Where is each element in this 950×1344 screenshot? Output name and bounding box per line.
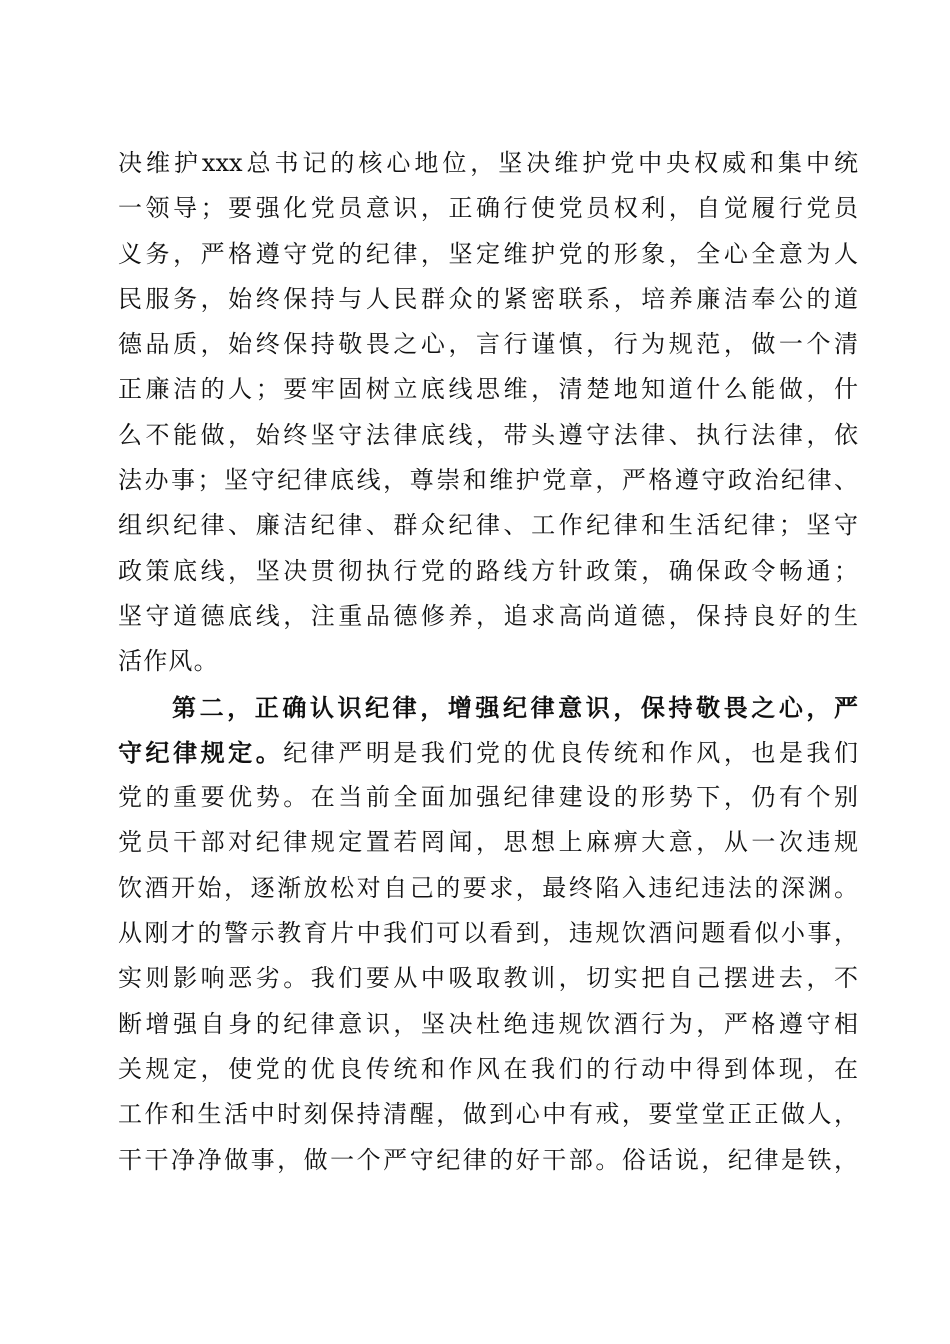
text-line: 德品质，始终保持敬畏之心，言行谨慎，行为规范，做一个清 [118,330,858,359]
text-line: 工作和生活中时刻保持清醒，做到心中有戒，要堂堂正正做人， [118,1100,858,1129]
section-heading-line: 第二，正确认识纪律，增强纪律意识，保持敬畏之心，严 [172,692,858,722]
text-line: 关规定，使党的优良传统和作风在我们的行动中得到体现，在 [118,1054,858,1083]
text-line: 党员干部对纪律规定置若罔闻，思想上麻痹大意，从一次违规 [118,828,858,857]
text-line: 义务，严格遵守党的纪律，坚定维护党的形象，全心全意为人 [118,239,858,268]
text-line: 从刚才的警示教育片中我们可以看到，违规饮酒问题看似小事， [118,919,858,948]
text-line: 法办事；坚守纪律底线，尊崇和维护党章，严格遵守政治纪律、 [118,466,858,495]
text-line: 实则影响恶劣。我们要从中吸取教训，切实把自己摆进去，不 [118,964,858,993]
text-line: 党的重要优势。在当前全面加强纪律建设的形势下，仍有个别 [118,783,858,812]
text-line: 一领导；要强化党员意识，正确行使党员权利，自觉履行党员 [118,194,858,223]
text-line-mixed [118,730,858,775]
section-heading-tail: 守纪律规定。 [118,737,284,767]
text-line: 政策底线，坚决贯彻执行党的路线方针政策，确保政令畅通； [118,556,858,585]
text-line-tail: 纪律严明是我们党的优良传统和作风，也是我们 [283,738,859,767]
text-line: 坚守道德底线，注重品德修养，追求高尚道德，保持良好的生 [118,601,858,630]
text-line: 么不能做，始终坚守法律底线，带头遵守法律、执行法律，依 [118,420,858,449]
text-line: 正廉洁的人；要牢固树立底线思维，清楚地知道什么能做，什 [118,375,858,404]
text-line: 断增强自身的纪律意识，坚决杜绝违规饮酒行为，严格遵守相 [118,1009,858,1038]
text-line: 决维护xxx总书记的核心地位，坚决维护党中央权威和集中统 [118,149,858,177]
body-text [118,141,858,1183]
text-line: 组织纪律、廉洁纪律、群众纪律、工作纪律和生活纪律；坚守 [118,511,858,540]
text-line: 干干净净做事，做一个严守纪律的好干部。俗话说，纪律是铁， [118,1145,858,1174]
text-line: 饮酒开始，逐渐放松对自己的要求，最终陷入违纪违法的深渊。 [118,873,858,902]
text-line: 活作风。 [118,647,219,676]
text-line: 民服务，始终保持与人民群众的紧密联系，培养廉洁奉公的道 [118,284,858,313]
